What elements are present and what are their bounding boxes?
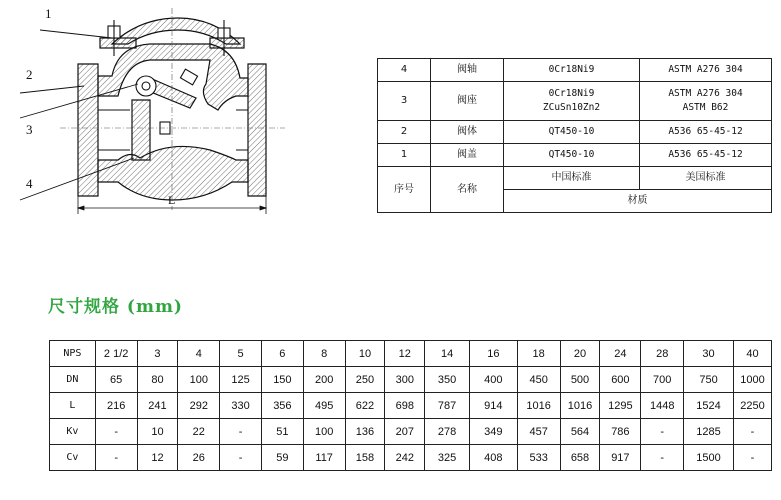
- table-cell: 330: [220, 393, 262, 419]
- cn-material-line: 0Cr18Ni9: [548, 88, 595, 99]
- cn-material: QT450-10: [504, 144, 640, 167]
- header-cn-standard: 中国标准: [504, 167, 640, 190]
- table-cell: 658: [560, 445, 600, 471]
- part-name: 阀盖: [431, 144, 504, 167]
- parts-material-table: [377, 58, 772, 213]
- part-no: 1: [378, 144, 431, 167]
- table-cell: 325: [425, 445, 470, 471]
- table-cell: 349: [469, 419, 517, 445]
- callout-3: 3: [26, 122, 33, 137]
- table-cell: 457: [517, 419, 560, 445]
- us-material: ASTM A276 304: [640, 59, 772, 82]
- table-cell: 10: [137, 419, 178, 445]
- bonnet-flange-right: [210, 38, 244, 48]
- table-cell: 150: [261, 367, 303, 393]
- table-row: [50, 393, 772, 419]
- table-row: [50, 445, 772, 471]
- table-cell: 6: [261, 341, 303, 367]
- table-cell: 356: [261, 393, 303, 419]
- table-cell: 250: [345, 367, 385, 393]
- table-cell: 3: [137, 341, 178, 367]
- table-cell: 750: [684, 367, 734, 393]
- table-cell: 1285: [684, 419, 734, 445]
- table-cell: 207: [385, 419, 425, 445]
- table-cell: 2250: [733, 393, 771, 419]
- us-material-line: ASTM B62: [682, 102, 729, 113]
- table-header-row: [378, 167, 772, 190]
- row-label: Kv: [50, 419, 96, 445]
- table-cell: 787: [425, 393, 470, 419]
- callout-1: 1: [45, 6, 52, 21]
- table-cell: 12: [385, 341, 425, 367]
- table-cell: 117: [303, 445, 345, 471]
- part-name: 阀座: [431, 82, 504, 121]
- table-row: [378, 144, 772, 167]
- table-cell: 278: [425, 419, 470, 445]
- table-cell: 65: [95, 367, 137, 393]
- table-cell: 450: [517, 367, 560, 393]
- header-material: 材质: [504, 190, 772, 213]
- table-cell: 80: [137, 367, 178, 393]
- table-cell: 242: [385, 445, 425, 471]
- table-cell: 914: [469, 393, 517, 419]
- table-cell: 2 1/2: [95, 341, 137, 367]
- row-label: DN: [50, 367, 96, 393]
- table-cell: -: [641, 445, 684, 471]
- shaft: [136, 76, 156, 96]
- table-row: [378, 82, 772, 121]
- table-cell: -: [95, 419, 137, 445]
- table-cell: 700: [641, 367, 684, 393]
- part-name: 阀轴: [431, 59, 504, 82]
- table-cell: 16: [469, 341, 517, 367]
- callout-2: 2: [26, 67, 33, 82]
- table-cell: 533: [517, 445, 560, 471]
- row-label: Cv: [50, 445, 96, 471]
- part-no: 2: [378, 121, 431, 144]
- table-cell: 698: [385, 393, 425, 419]
- dimension-l-label: L: [168, 193, 176, 207]
- table-cell: 564: [560, 419, 600, 445]
- row-label: L: [50, 393, 96, 419]
- table-cell: -: [733, 419, 771, 445]
- table-row: [50, 367, 772, 393]
- table-cell: 495: [303, 393, 345, 419]
- table-cell: 200: [303, 367, 345, 393]
- table-row: [50, 341, 772, 367]
- table-cell: -: [220, 419, 262, 445]
- table-cell: 59: [261, 445, 303, 471]
- table-cell: 136: [345, 419, 385, 445]
- table-cell: 786: [600, 419, 641, 445]
- table-cell: 4: [178, 341, 220, 367]
- table-cell: 241: [137, 393, 178, 419]
- table-cell: 1016: [560, 393, 600, 419]
- table-cell: 500: [560, 367, 600, 393]
- table-cell: -: [733, 445, 771, 471]
- table-row: [378, 59, 772, 82]
- table-cell: 22: [178, 419, 220, 445]
- table-cell: 5: [220, 341, 262, 367]
- table-cell: 1448: [641, 393, 684, 419]
- dimensions-title: 尺寸规格 (mm): [48, 297, 183, 317]
- table-cell: 400: [469, 367, 517, 393]
- table-cell: 30: [684, 341, 734, 367]
- us-material: [640, 82, 772, 121]
- table-cell: -: [641, 419, 684, 445]
- table-cell: 51: [261, 419, 303, 445]
- table-cell: -: [95, 445, 137, 471]
- cn-material: [504, 82, 640, 121]
- table-cell: 350: [425, 367, 470, 393]
- header-name: 名称: [431, 167, 504, 213]
- valve-section-drawing: [0, 0, 290, 225]
- left-flange: [78, 64, 98, 196]
- disc: [132, 100, 150, 160]
- table-cell: 408: [469, 445, 517, 471]
- row-label: NPS: [50, 341, 96, 367]
- cn-material: 0Cr18Ni9: [504, 59, 640, 82]
- table-row: [50, 419, 772, 445]
- table-cell: 18: [517, 341, 560, 367]
- callout-4: 4: [26, 176, 33, 191]
- header-no: 序号: [378, 167, 431, 213]
- table-cell: 1000: [733, 367, 771, 393]
- dimensions-table: [49, 340, 772, 471]
- table-row: [378, 121, 772, 144]
- cn-material: QT450-10: [504, 121, 640, 144]
- us-material-line: ASTM A276 304: [668, 88, 743, 99]
- table-cell: 917: [600, 445, 641, 471]
- table-cell: 1524: [684, 393, 734, 419]
- table-cell: 12: [137, 445, 178, 471]
- table-cell: 24: [600, 341, 641, 367]
- table-cell: 100: [303, 419, 345, 445]
- table-cell: 1500: [684, 445, 734, 471]
- table-cell: 1295: [600, 393, 641, 419]
- header-us-standard: 美国标准: [640, 167, 772, 190]
- us-material: A536 65-45-12: [640, 121, 772, 144]
- table-cell: 300: [385, 367, 425, 393]
- table-cell: -: [220, 445, 262, 471]
- table-cell: 14: [425, 341, 470, 367]
- table-cell: 216: [95, 393, 137, 419]
- part-no: 3: [378, 82, 431, 121]
- table-cell: 125: [220, 367, 262, 393]
- table-cell: 8: [303, 341, 345, 367]
- table-cell: 40: [733, 341, 771, 367]
- table-cell: 100: [178, 367, 220, 393]
- table-cell: 26: [178, 445, 220, 471]
- body-lower: [98, 146, 248, 200]
- table-cell: 1016: [517, 393, 560, 419]
- part-name: 阀体: [431, 121, 504, 144]
- part-no: 4: [378, 59, 431, 82]
- table-cell: 10: [345, 341, 385, 367]
- cn-material-line: ZCuSn10Zn2: [542, 102, 601, 113]
- table-cell: 20: [560, 341, 600, 367]
- table-cell: 600: [600, 367, 641, 393]
- table-cell: 158: [345, 445, 385, 471]
- table-cell: 28: [641, 341, 684, 367]
- table-cell: 622: [345, 393, 385, 419]
- right-flange: [248, 64, 266, 196]
- bonnet-flange-left: [100, 38, 136, 48]
- table-cell: 292: [178, 393, 220, 419]
- us-material: A536 65-45-12: [640, 144, 772, 167]
